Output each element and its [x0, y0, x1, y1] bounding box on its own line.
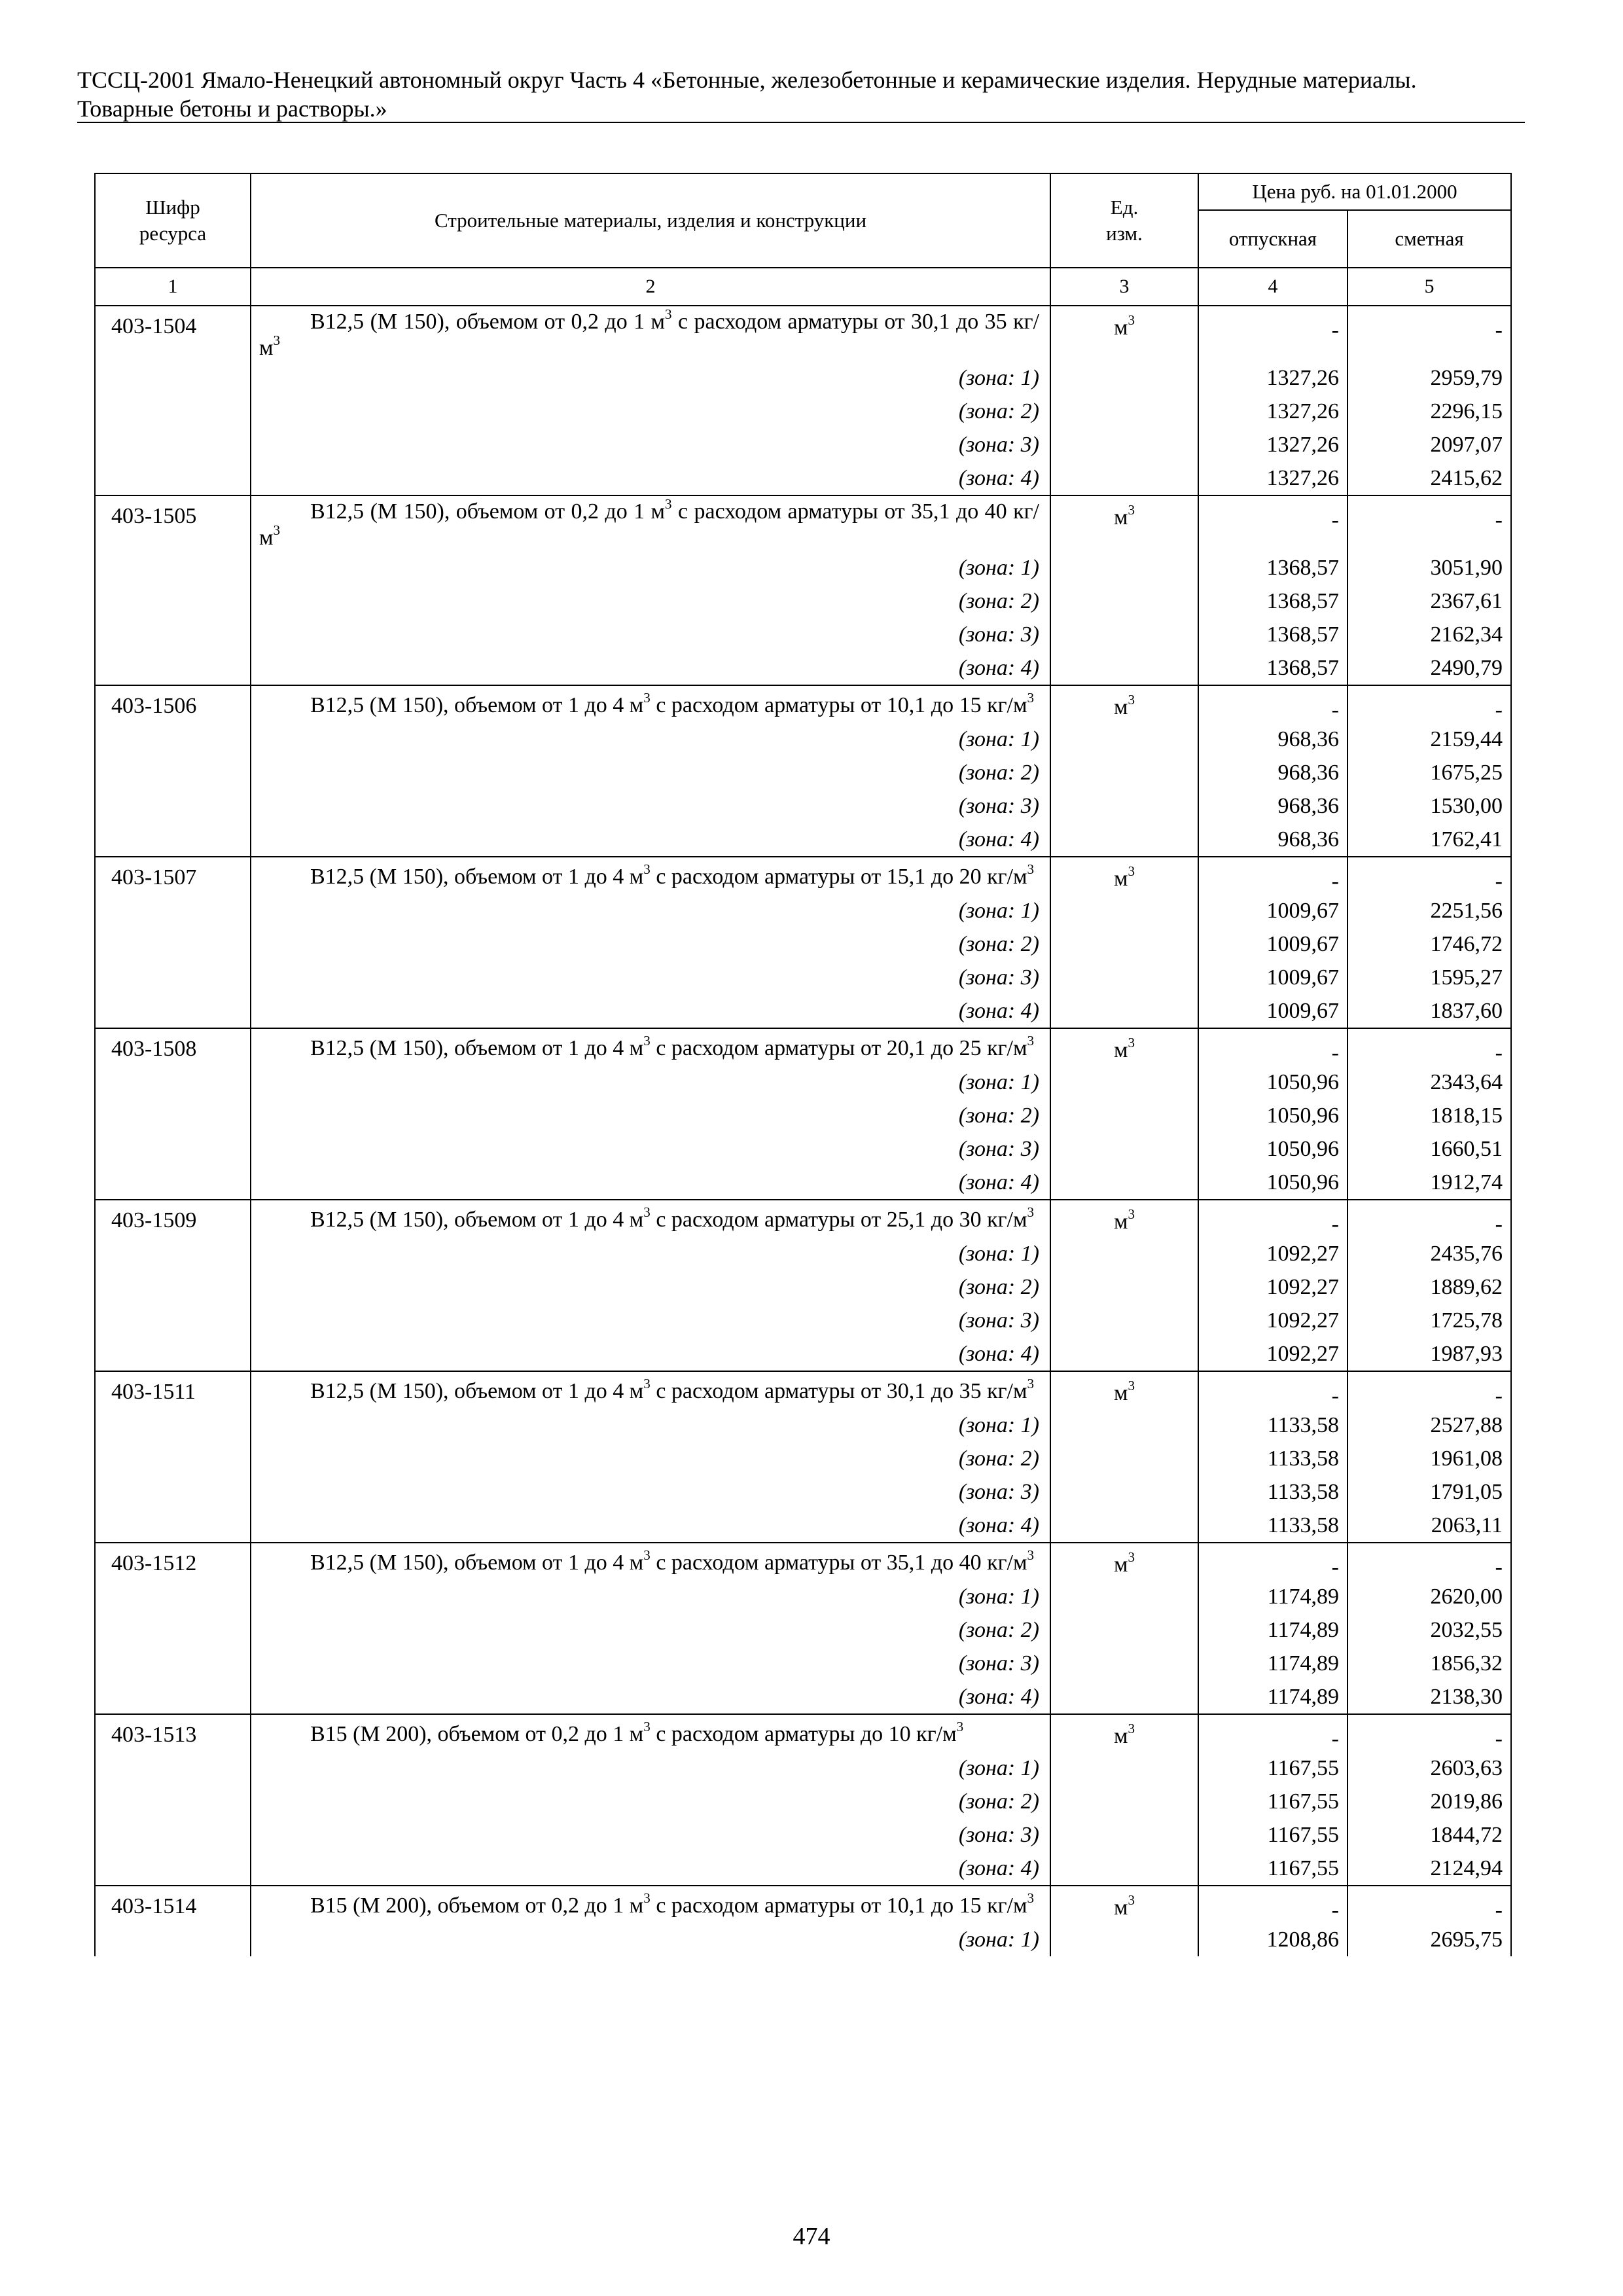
unit-of-measure: $м^3$ [1050, 1028, 1198, 1200]
resource-row [95, 1028, 1511, 1066]
resource-group [95, 495, 1511, 685]
zone-label: (зона: 4) [251, 1680, 1050, 1714]
zone-estimate-price: 2063,11 [1347, 1509, 1511, 1543]
unit-of-measure: $м^3$ [1050, 495, 1198, 685]
material-description [251, 1543, 1050, 1580]
zone-release-price: 1050,96 [1198, 1132, 1347, 1166]
zone-row [95, 927, 1511, 961]
zone-row [95, 789, 1511, 823]
header-release-price: отпускная [1198, 210, 1347, 268]
zone-release-price: 1092,27 [1198, 1237, 1347, 1270]
zone-row [95, 1132, 1511, 1166]
header-line-2: Товарные бетоны и растворы.» [77, 96, 387, 122]
zone-estimate-price: 1912,74 [1347, 1166, 1511, 1200]
zone-row [95, 961, 1511, 994]
zone-label: (зона: 1) [251, 1066, 1050, 1099]
zone-estimate-price: 2159,44 [1347, 723, 1511, 756]
estimate-price: - [1347, 1543, 1511, 1580]
zone-estimate-price: 2620,00 [1347, 1580, 1511, 1613]
zone-row [95, 1099, 1511, 1132]
material-description-text: В12,5 (М 150), объемом от 1 до 4 $м^3$ с расходом арматуры от 15,1 до 20 $кг/м^3$ [310, 861, 1035, 889]
zone-release-price: 1368,57 [1198, 584, 1347, 618]
zone-label: (зона: 4) [251, 1509, 1050, 1543]
zone-label: (зона: 4) [251, 994, 1050, 1028]
zone-label: (зона: 1) [251, 1923, 1050, 1956]
zone-row [95, 1613, 1511, 1647]
zone-row [95, 395, 1511, 428]
zone-estimate-price: 1837,60 [1347, 994, 1511, 1028]
resource-code: 403-1506 [95, 685, 251, 857]
zone-row [95, 1647, 1511, 1680]
zone-row [95, 1818, 1511, 1852]
zone-estimate-price: 1762,41 [1347, 823, 1511, 857]
zone-release-price: 1009,67 [1198, 894, 1347, 927]
zone-estimate-price: 2019,86 [1347, 1785, 1511, 1818]
zone-label: (зона: 3) [251, 961, 1050, 994]
release-price: - [1198, 685, 1347, 723]
estimate-price: - [1347, 685, 1511, 723]
price-table-header [95, 173, 1511, 306]
zone-row [95, 461, 1511, 495]
zone-release-price: 1174,89 [1198, 1647, 1347, 1680]
zone-label: (зона: 1) [251, 723, 1050, 756]
zone-release-price: 1133,58 [1198, 1509, 1347, 1543]
zone-label: (зона: 2) [251, 756, 1050, 789]
unit-of-measure: $м^3$ [1050, 1714, 1198, 1886]
zone-row [95, 1475, 1511, 1509]
zone-label: (зона: 4) [251, 1852, 1050, 1886]
zone-label: (зона: 4) [251, 651, 1050, 685]
header-column-number: 2 [251, 268, 1050, 306]
zone-row [95, 1166, 1511, 1200]
zone-release-price: 1167,55 [1198, 1852, 1347, 1886]
zone-row [95, 1408, 1511, 1442]
material-description [251, 1886, 1050, 1923]
header-line-1: ТССЦ-2001 Ямало-Ненецкий автономный округ Часть 4 «Бетонные, железобетонные и керамические изделия. Нерудные материалы. [77, 67, 1417, 93]
zone-row [95, 618, 1511, 651]
zone-label: (зона: 3) [251, 1304, 1050, 1337]
zone-estimate-price: 2097,07 [1347, 428, 1511, 461]
resource-code: 403-1514 [95, 1886, 251, 1956]
resource-row [95, 1543, 1511, 1580]
resource-row [95, 1371, 1511, 1408]
zone-row [95, 1852, 1511, 1886]
zone-release-price: 1009,67 [1198, 994, 1347, 1028]
estimate-price: - [1347, 857, 1511, 894]
estimate-price: - [1347, 495, 1511, 551]
resource-code: 403-1508 [95, 1028, 251, 1200]
zone-release-price: 968,36 [1198, 723, 1347, 756]
page-number: 474 [793, 2223, 830, 2250]
zone-estimate-price: 2251,56 [1347, 894, 1511, 927]
zone-label: (зона: 3) [251, 1475, 1050, 1509]
release-price: - [1198, 1200, 1347, 1237]
zone-release-price: 1327,26 [1198, 461, 1347, 495]
zone-release-price: 968,36 [1198, 789, 1347, 823]
zone-release-price: 1092,27 [1198, 1270, 1347, 1304]
zone-release-price: 968,36 [1198, 823, 1347, 857]
resource-code: 403-1505 [95, 495, 251, 685]
material-description-text: В12,5 (М 150), объемом от 1 до 4 $м^3$ с расходом арматуры от 30,1 до 35 $кг/м^3$ [310, 1375, 1035, 1403]
zone-row [95, 756, 1511, 789]
zone-estimate-price: 1961,08 [1347, 1442, 1511, 1475]
document-header [77, 65, 1524, 123]
zone-label: (зона: 3) [251, 789, 1050, 823]
resource-group [95, 1543, 1511, 1714]
unit-of-measure: $м^3$ [1050, 857, 1198, 1028]
resource-row [95, 306, 1511, 361]
resource-group [95, 857, 1511, 1028]
header-resource-code: Шифр ресурса [95, 173, 251, 268]
resource-group [95, 1714, 1511, 1886]
release-price: - [1198, 1886, 1347, 1923]
zone-row [95, 1270, 1511, 1304]
zone-label: (зона: 1) [251, 361, 1050, 395]
zone-estimate-price: 1791,05 [1347, 1475, 1511, 1509]
resource-row [95, 495, 1511, 551]
zone-estimate-price: 2032,55 [1347, 1613, 1511, 1647]
material-description [251, 685, 1050, 723]
zone-release-price: 1050,96 [1198, 1166, 1347, 1200]
material-description [251, 1714, 1050, 1751]
zone-label: (зона: 3) [251, 1647, 1050, 1680]
zone-row [95, 723, 1511, 756]
zone-release-price: 1133,58 [1198, 1408, 1347, 1442]
zone-label: (зона: 3) [251, 1132, 1050, 1166]
zone-estimate-price: 1987,93 [1347, 1337, 1511, 1371]
zone-release-price: 1174,89 [1198, 1613, 1347, 1647]
unit-of-measure: $м^3$ [1050, 1200, 1198, 1371]
zone-row [95, 1923, 1511, 1956]
header-estimate-price: сметная [1347, 210, 1511, 268]
zone-release-price: 1368,57 [1198, 651, 1347, 685]
estimate-price: - [1347, 1200, 1511, 1237]
resource-group [95, 1028, 1511, 1200]
material-description-text: В12,5 (М 150), объемом от 1 до 4 $м^3$ с расходом арматуры от 20,1 до 25 $кг/м^3$ [310, 1032, 1035, 1060]
zone-release-price: 1167,55 [1198, 1751, 1347, 1785]
header-price: Цена руб. на 01.01.2000 [1198, 173, 1511, 210]
zone-label: (зона: 1) [251, 551, 1050, 584]
zone-label: (зона: 2) [251, 1270, 1050, 1304]
zone-estimate-price: 1746,72 [1347, 927, 1511, 961]
zone-release-price: 1050,96 [1198, 1099, 1347, 1132]
zone-estimate-price: 1856,32 [1347, 1647, 1511, 1680]
release-price: - [1198, 857, 1347, 894]
zone-row [95, 1680, 1511, 1714]
material-description-text: В15 (М 200), объемом от 0,2 до 1 $м^3$ с расходом арматуры до 10 $кг/м^3$ [310, 1718, 964, 1746]
resource-group [95, 685, 1511, 857]
zone-release-price: 1092,27 [1198, 1337, 1347, 1371]
zone-row [95, 823, 1511, 857]
header-unit: Ед. изм. [1050, 173, 1198, 268]
zone-estimate-price: 2367,61 [1347, 584, 1511, 618]
unit-of-measure: $м^3$ [1050, 1371, 1198, 1543]
resource-code: 403-1509 [95, 1200, 251, 1371]
release-price: - [1198, 1371, 1347, 1408]
zone-label: (зона: 3) [251, 1818, 1050, 1852]
material-description-text: В12,5 (М 150), объемом от 1 до 4 $м^3$ с расходом арматуры от 10,1 до 15 $кг/м^3$ [310, 689, 1035, 717]
zone-label: (зона: 2) [251, 1785, 1050, 1818]
zone-estimate-price: 2415,62 [1347, 461, 1511, 495]
zone-row [95, 1442, 1511, 1475]
material-description-text: В15 (М 200), объемом от 0,2 до 1 $м^3$ с расходом арматуры от 10,1 до 15 $кг/м^3$ [310, 1890, 1035, 1918]
zone-release-price: 1092,27 [1198, 1304, 1347, 1337]
estimate-price: - [1347, 1714, 1511, 1751]
zone-release-price: 1009,67 [1198, 961, 1347, 994]
zone-estimate-price: 1530,00 [1347, 789, 1511, 823]
zone-release-price: 1368,57 [1198, 618, 1347, 651]
resource-group [95, 1200, 1511, 1371]
material-description [251, 857, 1050, 894]
zone-estimate-price: 2527,88 [1347, 1408, 1511, 1442]
unit-of-measure: $м^3$ [1050, 1886, 1198, 1956]
zone-label: (зона: 3) [251, 428, 1050, 461]
zone-release-price: 1174,89 [1198, 1580, 1347, 1613]
zone-estimate-price: 2603,63 [1347, 1751, 1511, 1785]
zone-estimate-price: 2296,15 [1347, 395, 1511, 428]
zone-label: (зона: 2) [251, 395, 1050, 428]
resource-group [95, 306, 1511, 495]
resource-row [95, 857, 1511, 894]
estimate-price: - [1347, 306, 1511, 361]
zone-row [95, 551, 1511, 584]
estimate-price: - [1347, 1886, 1511, 1923]
resource-row [95, 1200, 1511, 1237]
zone-release-price: 1327,26 [1198, 361, 1347, 395]
zone-release-price: 1174,89 [1198, 1680, 1347, 1714]
zone-label: (зона: 4) [251, 461, 1050, 495]
zone-row [95, 428, 1511, 461]
estimate-price: - [1347, 1028, 1511, 1066]
zone-estimate-price: 1660,51 [1347, 1132, 1511, 1166]
resource-row [95, 1886, 1511, 1923]
zone-release-price: 1167,55 [1198, 1785, 1347, 1818]
zone-label: (зона: 4) [251, 823, 1050, 857]
zone-release-price: 1133,58 [1198, 1475, 1347, 1509]
release-price: - [1198, 1028, 1347, 1066]
zone-row [95, 1580, 1511, 1613]
zone-release-price: 968,36 [1198, 756, 1347, 789]
release-price: - [1198, 306, 1347, 361]
header-materials: Строительные материалы, изделия и конструкции [251, 173, 1050, 268]
material-description-text: В12,5 (М 150), объемом от 1 до 4 $м^3$ с расходом арматуры от 25,1 до 30 $кг/м^3$ [310, 1204, 1035, 1232]
resource-row [95, 685, 1511, 723]
material-description [251, 306, 1050, 361]
price-table [94, 173, 1512, 1956]
zone-release-price: 1009,67 [1198, 927, 1347, 961]
zone-release-price: 1327,26 [1198, 395, 1347, 428]
zone-release-price: 1133,58 [1198, 1442, 1347, 1475]
zone-row [95, 1237, 1511, 1270]
zone-label: (зона: 2) [251, 1613, 1050, 1647]
zone-estimate-price: 3051,90 [1347, 551, 1511, 584]
zone-estimate-price: 2695,75 [1347, 1923, 1511, 1956]
material-description [251, 495, 1050, 551]
zone-row [95, 584, 1511, 618]
zone-row [95, 1751, 1511, 1785]
zone-estimate-price: 1818,15 [1347, 1099, 1511, 1132]
zone-label: (зона: 1) [251, 1580, 1050, 1613]
zone-release-price: 1368,57 [1198, 551, 1347, 584]
zone-estimate-price: 1844,72 [1347, 1818, 1511, 1852]
zone-estimate-price: 2162,34 [1347, 618, 1511, 651]
resource-group [95, 1886, 1511, 1956]
zone-release-price: 1050,96 [1198, 1066, 1347, 1099]
unit-of-measure: $м^3$ [1050, 685, 1198, 857]
zone-label: (зона: 2) [251, 927, 1050, 961]
zone-label: (зона: 1) [251, 1408, 1050, 1442]
zone-estimate-price: 1725,78 [1347, 1304, 1511, 1337]
release-price: - [1198, 495, 1347, 551]
header-divider [77, 122, 1525, 123]
zone-label: (зона: 2) [251, 1442, 1050, 1475]
zone-label: (зона: 3) [251, 618, 1050, 651]
zone-estimate-price: 2343,64 [1347, 1066, 1511, 1099]
zone-label: (зона: 2) [251, 1099, 1050, 1132]
unit-of-measure: $м^3$ [1050, 1543, 1198, 1714]
estimate-price: - [1347, 1371, 1511, 1408]
release-price: - [1198, 1543, 1347, 1580]
resource-group [95, 1371, 1511, 1543]
zone-row [95, 1304, 1511, 1337]
zone-label: (зона: 1) [251, 894, 1050, 927]
material-description-text: В12,5 (М 150), объемом от 0,2 до 1 $м^3$ с расходом арматуры от 35,1 до 40 $кг/м^3$ [259, 495, 1039, 550]
zone-row [95, 651, 1511, 685]
zone-row [95, 994, 1511, 1028]
zone-estimate-price: 2138,30 [1347, 1680, 1511, 1714]
zone-estimate-price: 2490,79 [1347, 651, 1511, 685]
zone-row [95, 1337, 1511, 1371]
unit-of-measure: $м^3$ [1050, 306, 1198, 495]
material-description-text: В12,5 (М 150), объемом от 0,2 до 1 $м^3$ с расходом арматуры от 30,1 до 35 $кг/м^3$ [259, 306, 1039, 360]
zone-row [95, 1066, 1511, 1099]
zone-release-price: 1167,55 [1198, 1818, 1347, 1852]
zone-label: (зона: 1) [251, 1237, 1050, 1270]
zone-estimate-price: 2959,79 [1347, 361, 1511, 395]
zone-label: (зона: 4) [251, 1337, 1050, 1371]
resource-code: 403-1507 [95, 857, 251, 1028]
header-column-number: 4 [1198, 268, 1347, 306]
resource-code: 403-1511 [95, 1371, 251, 1543]
resource-code: 403-1504 [95, 306, 251, 495]
zone-estimate-price: 1675,25 [1347, 756, 1511, 789]
header-column-number: 5 [1347, 268, 1511, 306]
material-description-text: В12,5 (М 150), объемом от 1 до 4 $м^3$ с расходом арматуры от 35,1 до 40 $кг/м^3$ [310, 1547, 1035, 1575]
material-description [251, 1028, 1050, 1066]
zone-label: (зона: 2) [251, 584, 1050, 618]
zone-row [95, 894, 1511, 927]
header-column-number: 1 [95, 268, 251, 306]
zone-label: (зона: 1) [251, 1751, 1050, 1785]
resource-code: 403-1513 [95, 1714, 251, 1886]
material-description [251, 1371, 1050, 1408]
header-column-number: 3 [1050, 268, 1198, 306]
zone-estimate-price: 1595,27 [1347, 961, 1511, 994]
release-price: - [1198, 1714, 1347, 1751]
zone-release-price: 1327,26 [1198, 428, 1347, 461]
zone-estimate-price: 1889,62 [1347, 1270, 1511, 1304]
zone-label: (зона: 4) [251, 1166, 1050, 1200]
resource-code: 403-1512 [95, 1543, 251, 1714]
zone-estimate-price: 2124,94 [1347, 1852, 1511, 1886]
resource-row [95, 1714, 1511, 1751]
zone-estimate-price: 2435,76 [1347, 1237, 1511, 1270]
material-description [251, 1200, 1050, 1237]
zone-release-price: 1208,86 [1198, 1923, 1347, 1956]
zone-row [95, 1509, 1511, 1543]
zone-row [95, 361, 1511, 395]
zone-row [95, 1785, 1511, 1818]
